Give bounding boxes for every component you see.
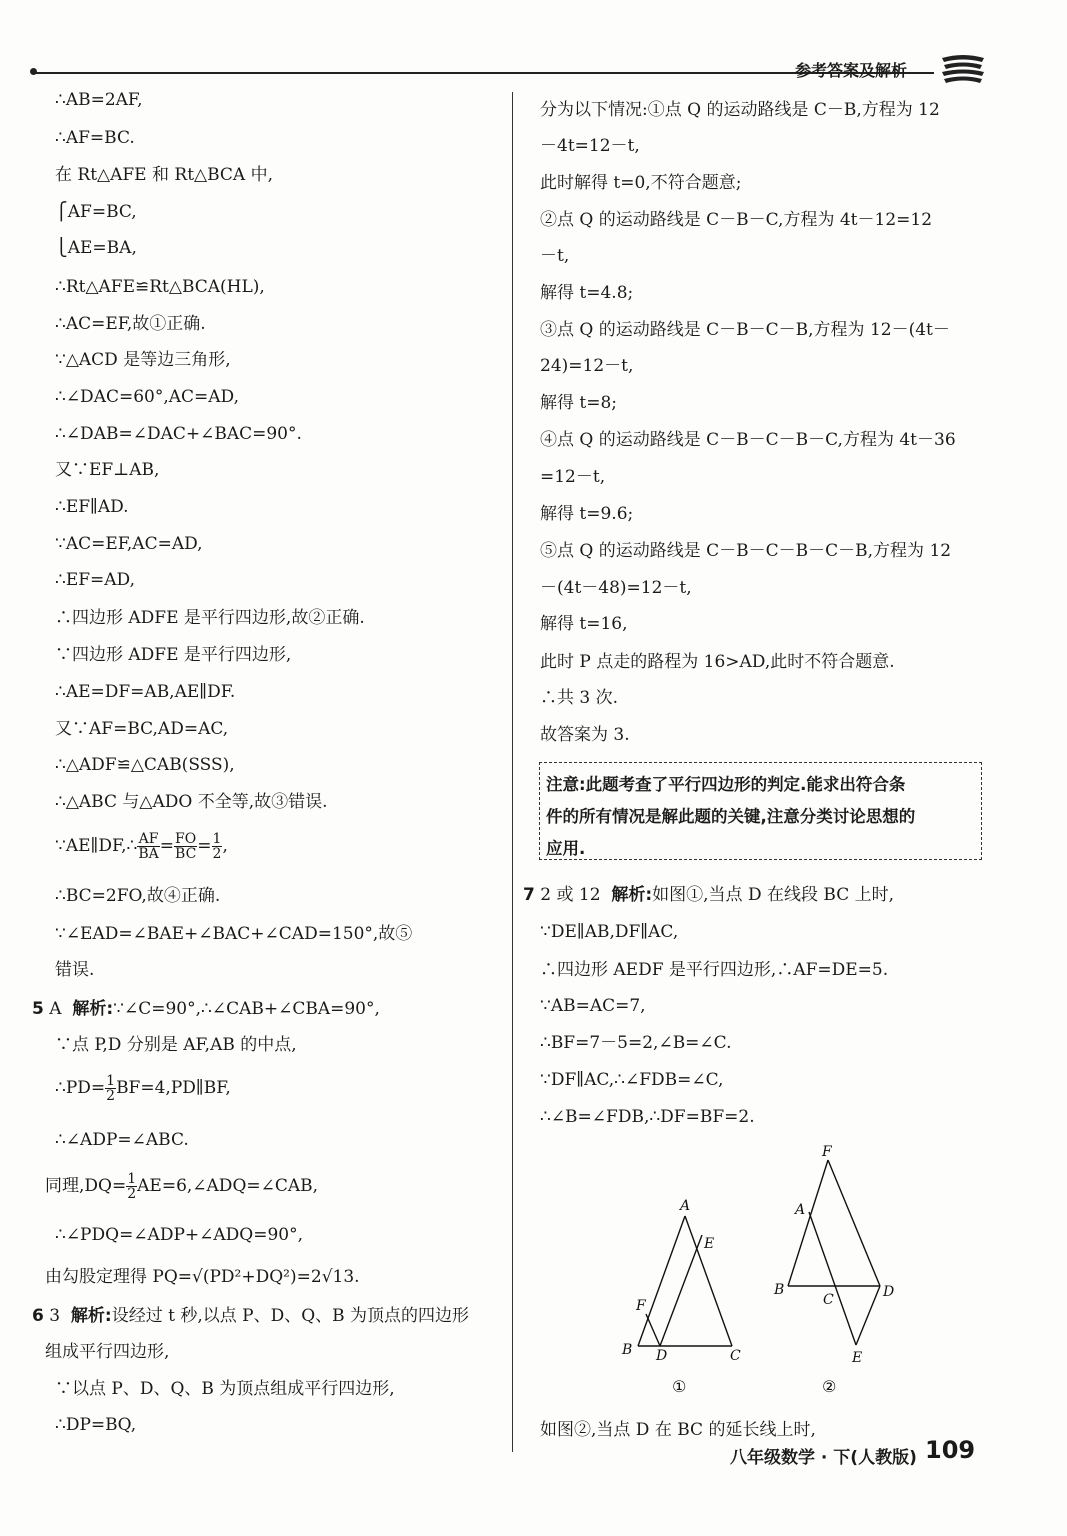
fraction-half — [126, 1172, 137, 1201]
solution-line: ∴四边形 ADFE 是平行四边形,故②正确. — [55, 608, 365, 628]
q6-header — [32, 1304, 469, 1328]
solution-line: ∵AB=AC=7, — [540, 996, 646, 1016]
figure-1 — [638, 1216, 732, 1346]
numerator: 1 — [106, 1073, 116, 1089]
answer: 2 或 12 — [540, 885, 601, 905]
solution-line: ∵四边形 ADFE 是平行四边形, — [55, 645, 292, 665]
note-box — [539, 762, 982, 860]
figure-2 — [788, 1160, 880, 1345]
solution-line: 如图①,当点 D 在线段 BC 上时, — [652, 885, 895, 905]
solution-line: －4t=12－t, — [540, 136, 640, 156]
solution-line: ∴∠DAB=∠DAC+∠BAC=90°. — [55, 424, 302, 444]
point-label: E — [852, 1350, 863, 1366]
fraction — [137, 832, 159, 861]
figure-caption: ① — [672, 1377, 687, 1396]
point-label: E — [704, 1236, 715, 1252]
solution-line: 解得 t=9.6; — [540, 504, 634, 524]
solution-line: ∴AC=EF,故①正确. — [55, 314, 206, 334]
dq-prefix: 同理,DQ= — [45, 1176, 127, 1196]
point-label: C — [730, 1348, 741, 1364]
solution-line: ∵DF∥AC,∴∠FDB=∠C, — [540, 1070, 724, 1090]
solution-line: 解得 t=4.8; — [540, 283, 634, 303]
pd-line — [55, 1074, 231, 1103]
point-label: F — [636, 1298, 646, 1314]
solution-line: 分为以下情况:①点 Q 的运动路线是 C－B,方程为 12 — [540, 100, 940, 120]
solution-line: ∴∠DAC=60°,AC=AD, — [55, 387, 239, 407]
solution-line: 由勾股定理得 PQ=√(PD²+DQ²)=2√13. — [45, 1267, 360, 1287]
solution-line: ⎩AE=BA, — [55, 238, 137, 258]
point-label: B — [622, 1342, 633, 1358]
solution-line: ∴∠PDQ=∠ADP+∠ADQ=90°, — [55, 1225, 304, 1245]
solution-line: ④点 Q 的运动路线是 C－B－C－B－C,方程为 4t－36 — [540, 430, 956, 450]
point-label: F — [822, 1144, 832, 1160]
solution-line: ∴共 3 次. — [540, 688, 619, 708]
solution-line: 故答案为 3. — [540, 725, 630, 745]
question-number: 7 — [523, 885, 535, 905]
analysis-label: 解析: — [72, 999, 114, 1019]
solution-line: ∴BF=7－5=2,∠B=∠C. — [540, 1033, 732, 1053]
point-label: C — [823, 1292, 834, 1308]
question-number: 6 — [32, 1306, 44, 1326]
page-number: 109 — [925, 1436, 976, 1464]
solution-line: =12－t, — [540, 467, 606, 487]
numerator: FO — [175, 831, 197, 847]
question-number: 5 — [32, 999, 44, 1019]
denominator: 2 — [212, 846, 222, 862]
note-line: 件的所有情况是解此题的关键,注意分类讨论思想的 — [546, 807, 916, 826]
solution-line: ∵以点 P、D、Q、B 为顶点组成平行四边形, — [55, 1379, 395, 1399]
numerator: 1 — [212, 831, 222, 847]
solution-line: ③点 Q 的运动路线是 C－B－C－B,方程为 12－(4t－ — [540, 320, 950, 340]
dq-suffix: AE=6,∠ADQ=∠CAB, — [137, 1176, 319, 1196]
solution-line: ∵点 P,D 分别是 AF,AB 的中点, — [55, 1035, 297, 1055]
solution-line: ∴∠B=∠FDB,∴DF=BF=2. — [540, 1107, 755, 1127]
denominator: BC — [175, 846, 197, 862]
solution-line: 设经过 t 秒,以点 P、D、Q、B 为顶点的四边形 — [111, 1306, 470, 1326]
solution-line: 此时解得 t=0,不符合题意; — [540, 173, 742, 193]
solution-line: ∵∠C=90°,∴∠CAB+∠CBA=90°, — [113, 999, 380, 1019]
column-divider — [512, 92, 513, 1452]
footer-text: 八年级数学 · 下(人教版) — [730, 1448, 917, 1468]
point-label: D — [656, 1348, 668, 1364]
solution-line: ∵AC=EF,AC=AD, — [55, 534, 203, 554]
answer: A — [49, 999, 62, 1019]
solution-line: ②点 Q 的运动路线是 C－B－C,方程为 4t－12=12 — [540, 210, 933, 230]
point-label: A — [795, 1202, 806, 1218]
fraction-half — [105, 1074, 116, 1103]
q7-header — [523, 883, 894, 907]
solution-line: ∴Rt△AFE≌Rt△BCA(HL), — [55, 277, 265, 297]
point-label: A — [680, 1198, 691, 1214]
geometry-figures — [600, 1140, 930, 1400]
solution-line: ∵DE∥AB,DF∥AC, — [540, 922, 679, 942]
solution-line: 解得 t=8; — [540, 393, 618, 413]
numerator: AF — [138, 831, 159, 847]
solution-line: ∴AF=BC. — [55, 128, 135, 148]
solution-line: ∴AE=DF=AB,AE∥DF. — [55, 682, 236, 702]
pd-prefix: ∴PD= — [55, 1078, 106, 1098]
fraction — [174, 832, 197, 861]
solution-line: ∵∠EAD=∠BAE+∠BAC+∠CAD=150°,故⑤ — [55, 924, 413, 944]
solution-line: ∴四边形 AEDF 是平行四边形,∴AF=DE=5. — [540, 960, 889, 980]
fraction-suffix: , — [222, 836, 228, 856]
solution-line: ∵△ACD 是等边三角形, — [55, 350, 231, 370]
solution-line: －(4t－48)=12－t, — [540, 578, 692, 598]
header-title: 参考答案及解析 — [795, 61, 908, 80]
solution-line: ∴EF∥AD. — [55, 497, 129, 517]
solution-line: 错误. — [55, 960, 95, 980]
solution-line: ∴△ABC 与△ADO 不全等,故③错误. — [55, 792, 328, 812]
note-line: 应用. — [546, 839, 586, 858]
numerator: 1 — [127, 1171, 137, 1187]
solution-line: ∴△ADF≌△CAB(SSS), — [55, 755, 235, 775]
point-label: B — [774, 1282, 785, 1298]
solution-line: 24)=12－t, — [540, 356, 634, 376]
point-label: D — [883, 1284, 895, 1300]
solution-line: ⑤点 Q 的运动路线是 C－B－C－B－C－B,方程为 12 — [540, 541, 952, 561]
analysis-label: 解析: — [611, 885, 653, 905]
denominator: BA — [138, 846, 159, 862]
solution-line: 在 Rt△AFE 和 Rt△BCA 中, — [55, 165, 274, 185]
solution-line: －t, — [540, 246, 570, 266]
answer: 3 — [49, 1306, 61, 1326]
note-line: 注意:此题考查了平行四边形的判定.能求出符合条 — [546, 775, 906, 794]
q5-header — [32, 997, 380, 1021]
solution-line: ∴BC=2FO,故④正确. — [55, 886, 221, 906]
solution-line: 组成平行四边形, — [45, 1342, 170, 1362]
solution-line: 此时 P 点走的路程为 16>AD,此时不符合题意. — [540, 652, 895, 672]
denominator: 2 — [127, 1186, 137, 1202]
book-stack-icon — [938, 52, 988, 86]
solution-line: 又∵EF⊥AB, — [55, 460, 160, 480]
denominator: 2 — [106, 1088, 116, 1104]
pd-suffix: BF=4,PD∥BF, — [116, 1078, 231, 1098]
figure-caption: ② — [822, 1377, 837, 1396]
solution-line: ∴AB=2AF, — [55, 90, 143, 110]
fraction-prefix: ∵AE∥DF,∴ — [55, 836, 138, 856]
solution-line: 又∵AF=BC,AD=AC, — [55, 719, 229, 739]
solution-line: 如图②,当点 D 在 BC 的延长线上时, — [540, 1420, 816, 1440]
analysis-label: 解析: — [70, 1306, 112, 1326]
solution-line: ∴∠ADP=∠ABC. — [55, 1130, 189, 1150]
dq-line — [45, 1172, 318, 1201]
solution-line: ⎧AF=BC, — [55, 202, 137, 222]
solution-line: ∴DP=BQ, — [55, 1415, 137, 1435]
fraction-line: ∵AE∥DF,∴ $\frac{AF}{BA}$ = $\frac{FO}{BC}$ = $\frac{1}{2}$ , — [55, 831, 228, 862]
fraction — [212, 832, 223, 861]
solution-line: ∴EF=AD, — [55, 570, 135, 590]
solution-line: 解得 t=16, — [540, 614, 628, 634]
